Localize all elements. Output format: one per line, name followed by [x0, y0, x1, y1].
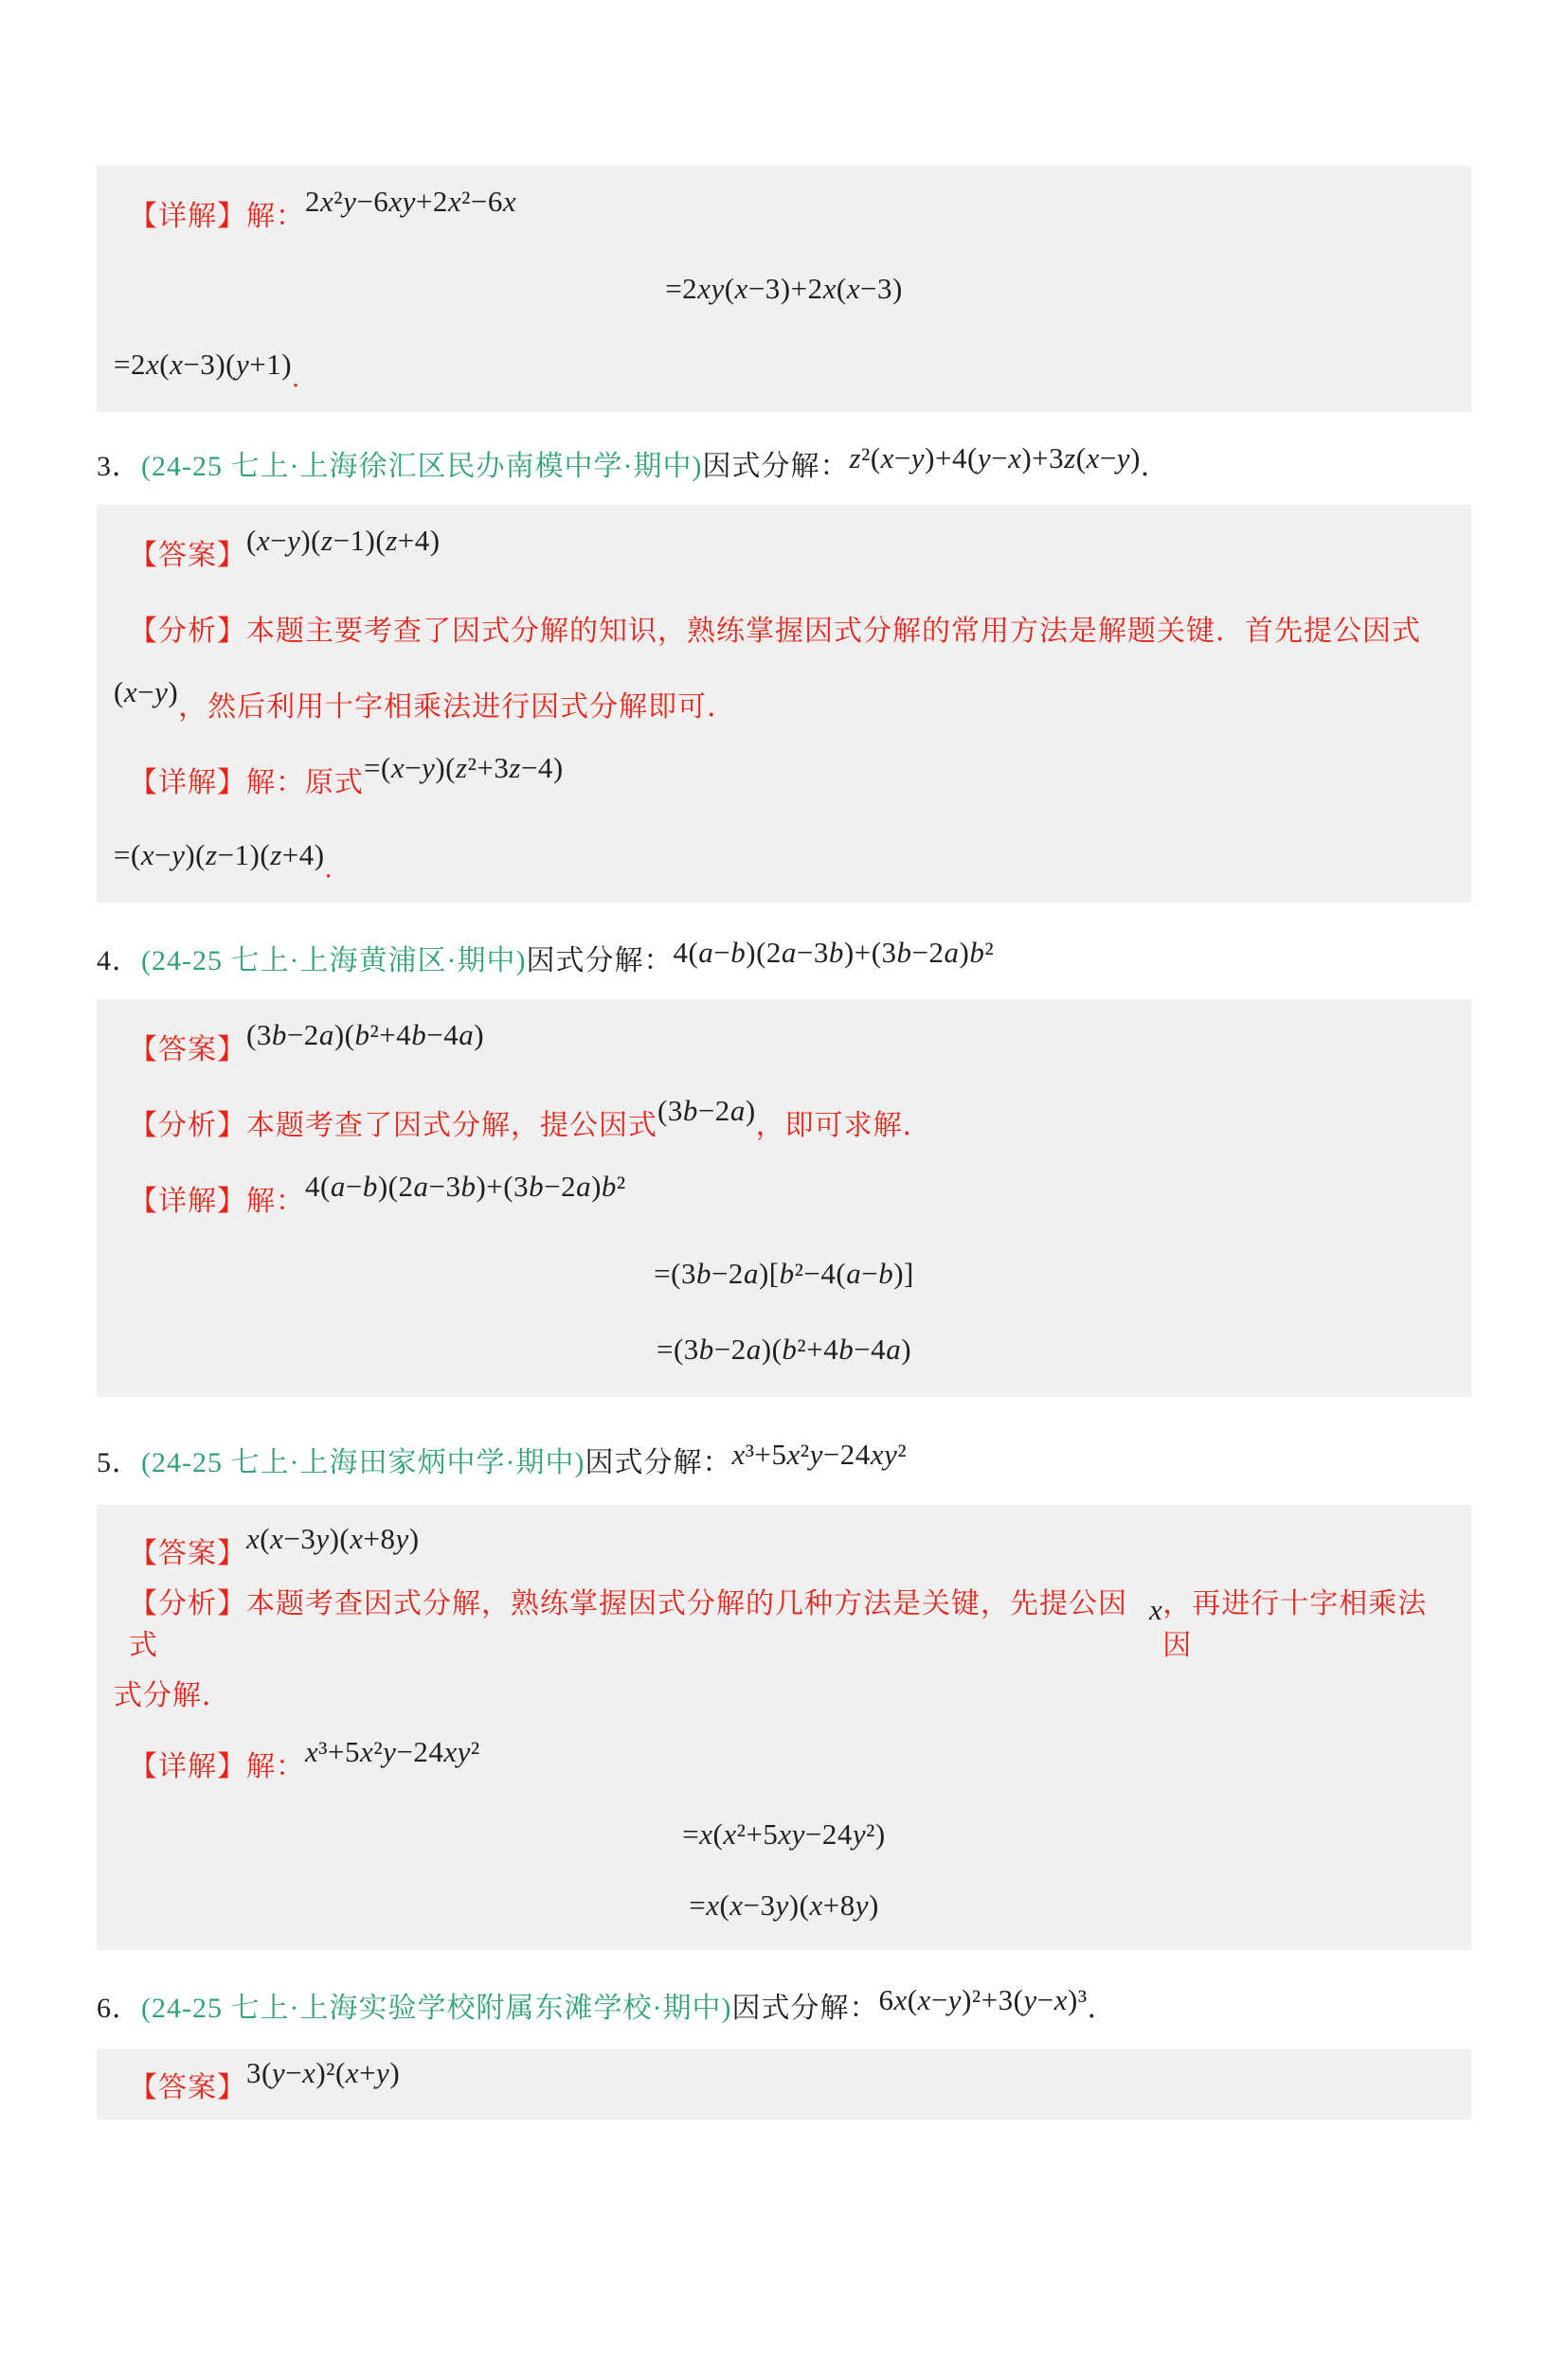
answer-expression: x(x−3y)(x+8y) [246, 1521, 420, 1555]
question-number: 4． [97, 945, 141, 976]
equation-line [114, 817, 1454, 893]
answer-block-q6 [97, 2049, 1471, 2120]
analysis-text: 【分析】本题考查了因式分解，提公因式 [129, 1110, 657, 1141]
step1-equation: =(3b−2a)[b²−4(a−b)] [654, 1257, 914, 1290]
analysis-line-2 [114, 666, 1454, 742]
answer-label: 【答案】 [129, 2071, 246, 2103]
detail-expression: =(x−y)(z²+3z−4) [364, 751, 564, 784]
answer-label: 【答案】 [129, 1034, 246, 1065]
analysis-text-wrap: 式分解． [114, 1679, 231, 1711]
answer-block-q5 [97, 1505, 1471, 1950]
equation-line [114, 251, 1454, 327]
answer-label: 【答案】 [129, 540, 246, 571]
answer-expression: 3(y−x)²(x+y) [246, 2055, 401, 2089]
detail-line [129, 742, 1454, 817]
equation-line [114, 1798, 1454, 1870]
final-period: ． [292, 364, 318, 392]
detail-label: 【详解】解：原式 [129, 767, 364, 798]
document-page [0, 166, 1566, 2120]
equation-line [114, 327, 1454, 403]
question-source: (24-25 七上·上海田家炳中学·期中) [141, 1447, 585, 1478]
question-number: 6． [97, 1993, 141, 2024]
question-expression: 6x(x−y)²+3(y−x)³ [878, 1983, 1088, 2016]
analysis-factor: (x−y) [114, 675, 179, 708]
answer-label: 【答案】 [129, 1537, 246, 1569]
equation-line [114, 1236, 1454, 1312]
question-label: 因式分解： [526, 945, 674, 976]
detail-line [129, 1727, 1454, 1798]
question-period: ． [1140, 451, 1170, 482]
answer-line [129, 514, 1454, 590]
question-expression: x³+5x²y−24xy² [731, 1438, 908, 1471]
analysis-line-1 [129, 1585, 1454, 1661]
analysis-factor: x [1149, 1592, 1163, 1626]
question-4 [97, 937, 1471, 978]
question-number: 3． [97, 451, 141, 482]
question-3 [97, 442, 1471, 484]
question-period: ． [1087, 1993, 1117, 2024]
detail-label: 【详解】解： [129, 1186, 305, 1217]
final-period: ． [324, 854, 351, 883]
final-equation: =(x−y)(z−1)(z+4) [114, 838, 325, 871]
step2-equation: =2x(x−3)(y+1) [114, 348, 293, 381]
analysis-line [129, 1084, 1454, 1160]
step2-equation: =(3b−2a)(b²+4b−4a) [656, 1333, 912, 1366]
question-source: (24-25 七上·上海徐汇区民办南模中学·期中) [141, 451, 703, 482]
answer-block-q2-detail [97, 166, 1471, 412]
analysis-line-1 [129, 590, 1454, 666]
analysis-text-cont: ，即可求解． [755, 1110, 932, 1141]
question-source: (24-25 七上·上海实验学校附属东滩学校·期中) [141, 1993, 732, 2024]
answer-block-q4 [97, 999, 1471, 1397]
answer-line [129, 1514, 1454, 1585]
answer-line [129, 1009, 1454, 1084]
detail-line [129, 1160, 1454, 1236]
detail-line [129, 175, 1454, 251]
analysis-factor: (3b−2a) [657, 1094, 756, 1127]
question-source: (24-25 七上·上海黄浦区·期中) [141, 945, 527, 976]
answer-block-q3 [97, 505, 1471, 903]
detail-label: 【详解】解： [129, 1750, 305, 1782]
detail-label: 【详解】解： [129, 201, 305, 232]
analysis-text-cont: ，然后利用十字相乘法进行因式分解即可． [178, 691, 737, 723]
answer-expression: (x−y)(z−1)(z+4) [246, 524, 441, 557]
question-expression: 4(a−b)(2a−3b)+(3b−2a)b² [673, 936, 995, 969]
detail-expression: x³+5x²y−24xy² [305, 1734, 480, 1768]
question-label: 因式分解： [731, 1993, 879, 2024]
question-6 [97, 1984, 1471, 2026]
question-expression: z²(x−y)+4(y−x)+3z(x−y) [849, 441, 1141, 474]
analysis-text: 【分析】本题考查因式分解，熟练掌握因式分解的几种方法是关键，先提公因式 [129, 1587, 1127, 1661]
given-expression: 2x²y−6xy+2x²−6x [305, 185, 517, 218]
answer-line [129, 2055, 1454, 2110]
question-5 [97, 1439, 1471, 1480]
answer-expression: (3b−2a)(b²+4b−4a) [246, 1018, 485, 1051]
analysis-text-cont: ，再进行十字相乘法因 [1162, 1587, 1428, 1661]
analysis-line-2 [114, 1656, 1454, 1727]
step1-equation: =2xy(x−3)+2x(x−3) [665, 272, 903, 305]
equation-line [114, 1312, 1454, 1387]
question-number: 5． [97, 1447, 141, 1478]
question-label: 因式分解： [702, 451, 850, 482]
step1-equation: =x(x²+5xy−24y²) [682, 1816, 886, 1851]
question-label: 因式分解： [585, 1447, 732, 1478]
step2-equation: =x(x−3y)(x+8y) [689, 1888, 879, 1922]
analysis-text: 【分析】本题主要考查了因式分解的知识，熟练掌握因式分解的常用方法是解题关键．首先提公因式 [129, 616, 1421, 647]
equation-line [114, 1870, 1454, 1941]
detail-expression: 4(a−b)(2a−3b)+(3b−2a)b² [305, 1170, 626, 1203]
